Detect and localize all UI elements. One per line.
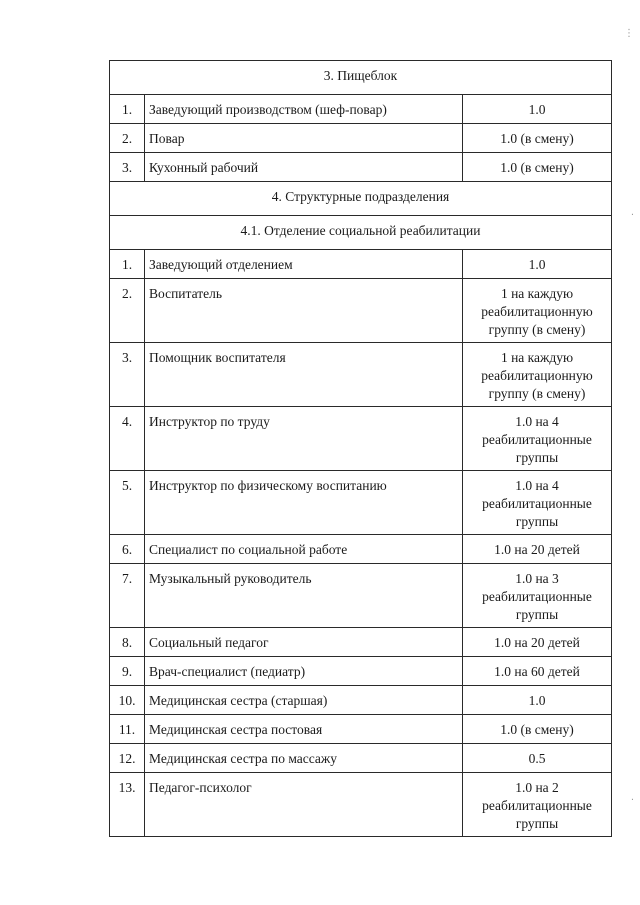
row-number: 3. xyxy=(110,343,145,407)
staff-norm: 1.0 (в смену) xyxy=(463,715,612,744)
row-number: 5. xyxy=(110,471,145,535)
row-number: 8. xyxy=(110,628,145,657)
scan-edge-mark: · xyxy=(630,210,634,221)
table-row xyxy=(110,407,612,471)
staff-table xyxy=(109,60,612,837)
staff-norm: 1.0 на 60 детей xyxy=(463,657,612,686)
staff-norm: 1 на каждую реабилитационную группу (в смену) xyxy=(463,343,612,407)
row-number: 1. xyxy=(110,250,145,279)
section-row xyxy=(110,61,612,95)
row-number: 1. xyxy=(110,95,145,124)
section-row xyxy=(110,182,612,216)
position-name: Повар xyxy=(145,124,463,153)
staff-norm: 1.0 xyxy=(463,95,612,124)
position-name: Медицинская сестра постовая xyxy=(145,715,463,744)
table-row xyxy=(110,535,612,564)
row-number: 4. xyxy=(110,407,145,471)
table-row xyxy=(110,95,612,124)
row-number: 3. xyxy=(110,153,145,182)
table-row xyxy=(110,686,612,715)
staff-norm: 1.0 на 3 реабилитационные группы xyxy=(463,564,612,628)
row-number: 2. xyxy=(110,124,145,153)
position-name: Педагог-психолог xyxy=(145,773,463,837)
staff-norm: 0.5 xyxy=(463,744,612,773)
table-row xyxy=(110,124,612,153)
position-name: Социальный педагог xyxy=(145,628,463,657)
table-row xyxy=(110,773,612,837)
table-row xyxy=(110,250,612,279)
position-name: Инструктор по труду xyxy=(145,407,463,471)
scan-edge-mark: · xyxy=(630,795,634,806)
staff-norm: 1.0 на 4 реабилитационные группы xyxy=(463,471,612,535)
section-title: 4. Структурные подразделения xyxy=(110,182,612,216)
row-number: 6. xyxy=(110,535,145,564)
staff-norm: 1.0 xyxy=(463,250,612,279)
section-row xyxy=(110,216,612,250)
table-row xyxy=(110,628,612,657)
position-name: Инструктор по физическому воспитанию xyxy=(145,471,463,535)
table-row xyxy=(110,343,612,407)
table-row xyxy=(110,153,612,182)
table-row xyxy=(110,471,612,535)
table-row xyxy=(110,657,612,686)
staff-norm: 1.0 (в смену) xyxy=(463,124,612,153)
subsection-title: 4.1. Отделение социальной реабилитации xyxy=(110,216,612,250)
staff-norm: 1.0 xyxy=(463,686,612,715)
staff-norm: 1.0 на 20 детей xyxy=(463,628,612,657)
section-title: 3. Пищеблок xyxy=(110,61,612,95)
row-number: 12. xyxy=(110,744,145,773)
table-row xyxy=(110,564,612,628)
position-name: Заведующий производством (шеф-повар) xyxy=(145,95,463,124)
table-row xyxy=(110,744,612,773)
scan-edge-mark: ⋮ xyxy=(624,28,634,39)
staff-norm: 1 на каждую реабилитационную группу (в смену) xyxy=(463,279,612,343)
row-number: 13. xyxy=(110,773,145,837)
position-name: Медицинская сестра по массажу xyxy=(145,744,463,773)
position-name: Медицинская сестра (старшая) xyxy=(145,686,463,715)
row-number: 7. xyxy=(110,564,145,628)
position-name: Помощник воспитателя xyxy=(145,343,463,407)
staff-norm: 1.0 на 4 реабилитационные группы xyxy=(463,407,612,471)
position-name: Заведующий отделением xyxy=(145,250,463,279)
position-name: Музыкальный руководитель xyxy=(145,564,463,628)
staff-norm: 1.0 (в смену) xyxy=(463,153,612,182)
staff-norm: 1.0 на 2 реабилитационные группы xyxy=(463,773,612,837)
row-number: 11. xyxy=(110,715,145,744)
position-name: Врач-специалист (педиатр) xyxy=(145,657,463,686)
position-name: Специалист по социальной работе xyxy=(145,535,463,564)
table-row xyxy=(110,279,612,343)
row-number: 9. xyxy=(110,657,145,686)
position-name: Воспитатель xyxy=(145,279,463,343)
row-number: 2. xyxy=(110,279,145,343)
row-number: 10. xyxy=(110,686,145,715)
position-name: Кухонный рабочий xyxy=(145,153,463,182)
table-row xyxy=(110,715,612,744)
staff-norm: 1.0 на 20 детей xyxy=(463,535,612,564)
